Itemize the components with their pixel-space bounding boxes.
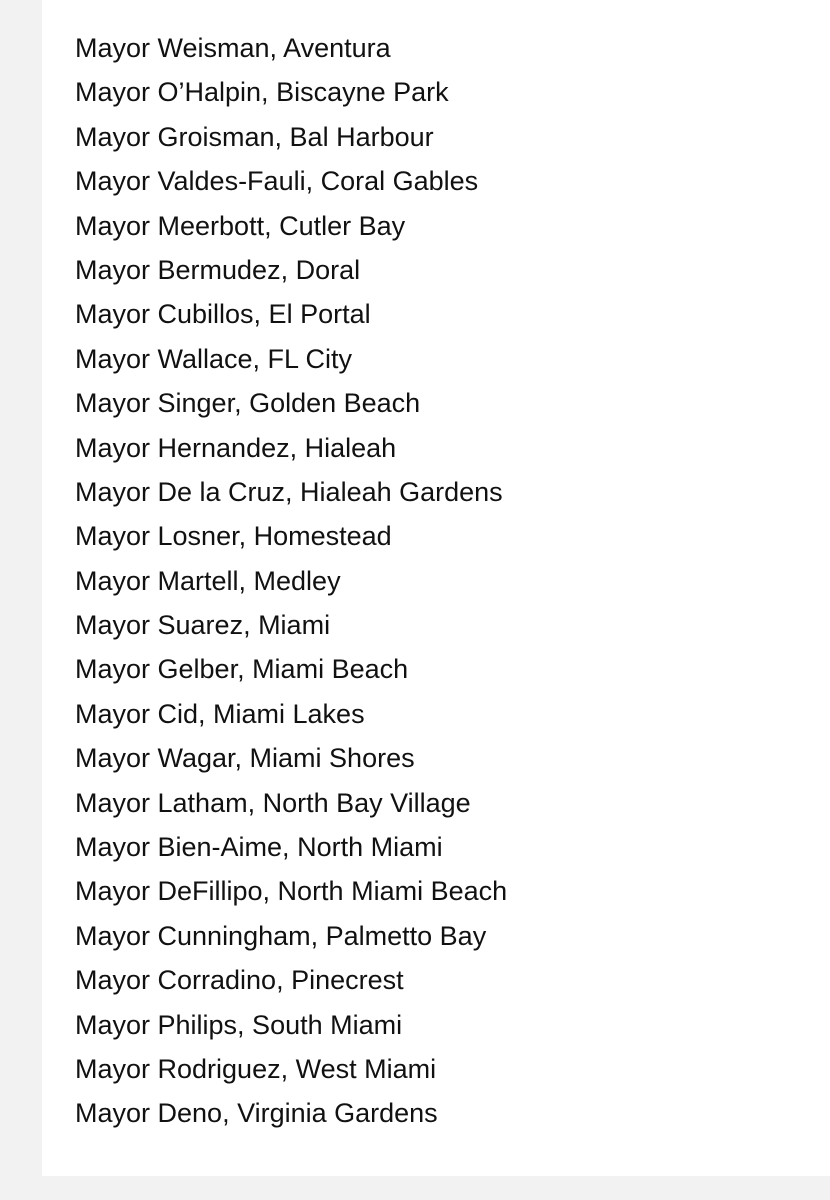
list-item: Mayor Weisman, Aventura bbox=[75, 33, 391, 63]
document-page bbox=[42, 0, 830, 1176]
list-item: Mayor Deno, Virginia Gardens bbox=[75, 1098, 438, 1129]
list-item: Mayor O’Halpin, Biscayne Park bbox=[75, 77, 449, 108]
list-item: Mayor Martell, Medley bbox=[75, 565, 341, 596]
list-item: Mayor DeFillipo, North Miami Beach bbox=[75, 876, 508, 907]
list-item: Mayor Philips, South Miami bbox=[75, 1009, 403, 1040]
list-item: Mayor Cunningham, Palmetto Bay bbox=[75, 920, 487, 951]
list-item: Mayor Singer, Golden Beach bbox=[75, 388, 421, 419]
list-item: Mayor Latham, North Bay Village bbox=[75, 787, 471, 818]
list-item: Mayor Wagar, Miami Shores bbox=[75, 743, 415, 774]
list-item: Mayor Meerbott, Cutler Bay bbox=[75, 210, 406, 241]
list-item: Mayor Wallace, FL City bbox=[75, 343, 353, 374]
list-item: Mayor Groisman, Bal Harbour bbox=[75, 121, 434, 152]
list-item: Mayor Hernandez, Hialeah bbox=[75, 432, 397, 463]
list-item: Mayor Rodriguez, West Miami bbox=[75, 1053, 437, 1084]
list-item: Mayor Cid, Miami Lakes bbox=[75, 698, 365, 729]
list-item: Mayor Bermudez, Doral bbox=[75, 254, 361, 285]
list-item: Mayor Corradino, Pinecrest bbox=[75, 965, 404, 996]
mayor-list bbox=[75, 26, 507, 1136]
list-item: Mayor Cubillos, El Portal bbox=[75, 299, 371, 330]
list-item: Mayor Bien-Aime, North Miami bbox=[75, 832, 443, 863]
list-item: Mayor Suarez, Miami bbox=[75, 610, 331, 641]
list-item: Mayor Gelber, Miami Beach bbox=[75, 654, 409, 685]
list-item: Mayor Losner, Homestead bbox=[75, 521, 392, 552]
list-item: Mayor De la Cruz, Hialeah Gardens bbox=[75, 476, 503, 507]
list-item: Mayor Valdes-Fauli, Coral Gables bbox=[75, 166, 479, 197]
